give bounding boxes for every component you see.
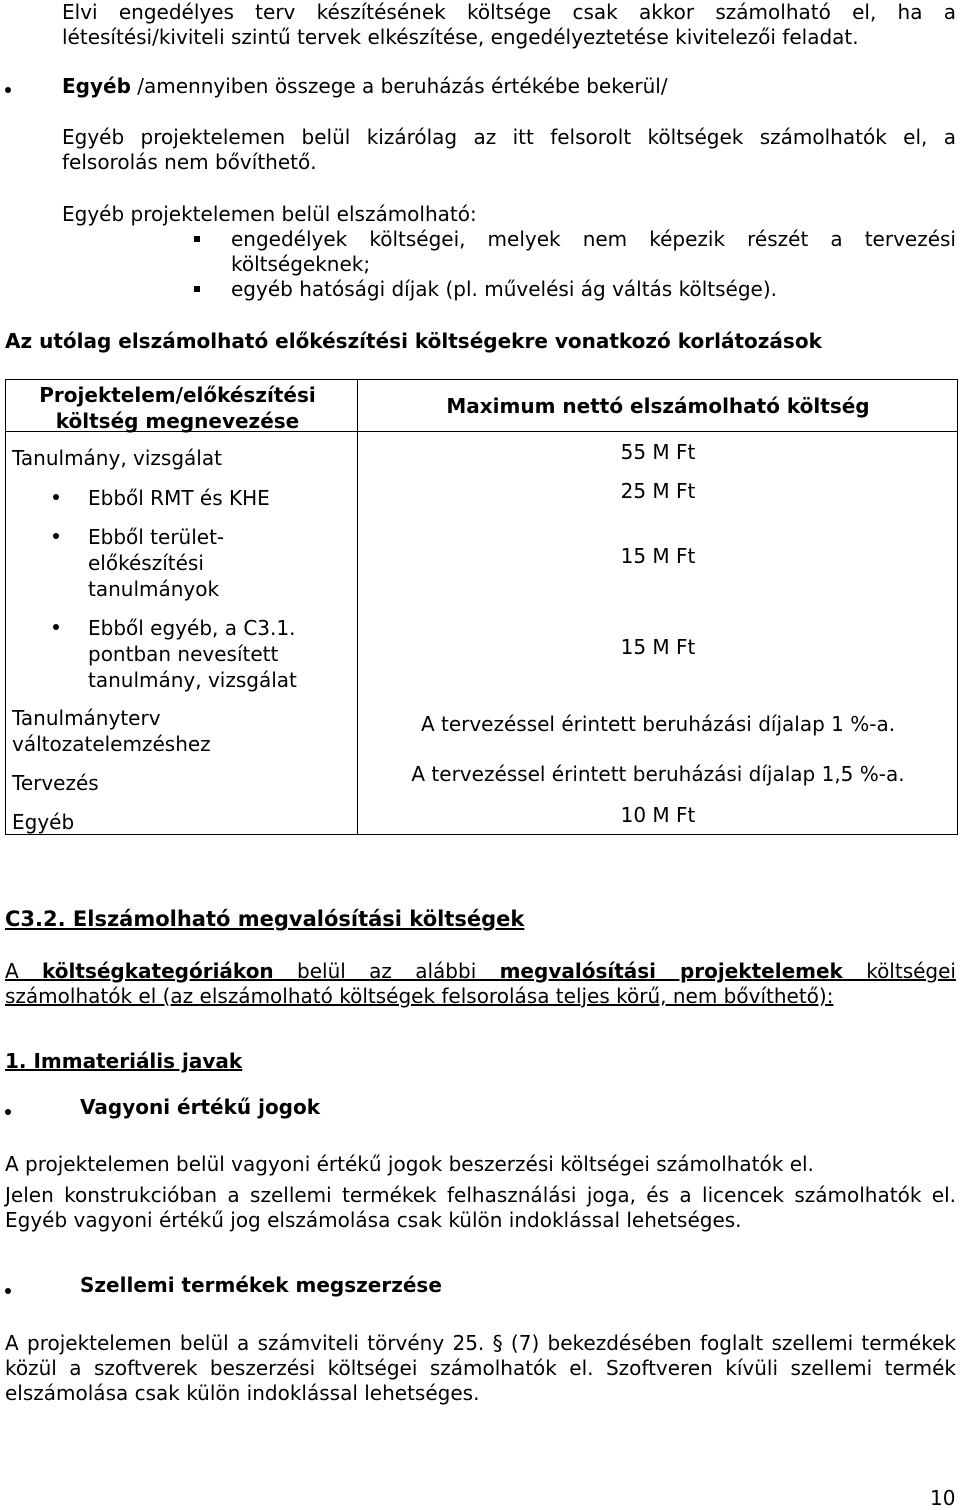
bullet-dot <box>5 87 11 93</box>
bullet-dot <box>53 494 59 500</box>
section-intro-a: A <box>5 959 43 983</box>
table-row-value: A tervezéssel érintett beruházási díjalap 1,5 %-a. <box>411 762 905 786</box>
cost-limits-table <box>5 379 958 835</box>
intro-paragraph: Elvi engedélyes terv készítésének költsége csak akkor számolható el, ha a létesítési/kiviteli szintű tervek elkészítése, engedélyeztetése kivitelezői feladat. <box>62 0 956 49</box>
egyeb-line <box>62 74 668 99</box>
bullet-heading: Vagyoni értékű jogok <box>80 1095 321 1119</box>
subsection-title: 1. Immateriális javak <box>5 1049 243 1073</box>
restrictions-heading: Az utólag elszámolható előkészítési költségekre vonatkozó korlátozások <box>5 329 822 353</box>
table-row-label: Ebből RMT és KHE <box>88 486 270 510</box>
table-row-label: Ebből egyéb, a C3.1. pontban nevesített tanulmány, vizsgálat <box>88 616 297 692</box>
sub-item: egyéb hatósági díjak (pl. művelési ág váltás költsége). <box>231 277 777 301</box>
section-title: C3.2. Elszámolható megvalósítási költségek <box>5 907 525 931</box>
section-paragraph: A projektelemen belül vagyoni értékű jogok beszerzési költségei számolhatók el. <box>5 1152 814 1176</box>
square-bullet <box>194 236 200 242</box>
section-intro <box>5 959 956 1009</box>
section-intro-b: költségkategóriákon <box>42 959 274 983</box>
table-row-label: Tanulmány, vizsgálat <box>12 446 222 470</box>
table-row-value: 10 M Ft <box>620 803 696 827</box>
table-row-value: 55 M Ft <box>620 440 696 464</box>
egyeb-bold: Egyéb <box>62 74 131 98</box>
section-intro-d: megvalósítási projektelemek <box>499 959 843 983</box>
bullet-heading: Szellemi termékek megszerzése <box>80 1273 442 1297</box>
table-row-label: Tanulmányterv változatelemzéshez <box>12 706 211 756</box>
section-paragraph: Jelen konstrukcióban a szellemi termékek felhasználási joga, és a licencek számolhatók el. Egyéb vagyoni értékű jog elszámolása csak külön indoklással lehetséges. <box>5 1183 956 1232</box>
bullet-dot <box>53 624 59 630</box>
table-row-label: Ebből terület-előkészítési tanulmányok <box>88 525 225 601</box>
egyeb-rest: /amennyiben összege a beruházás értékébe bekerül/ <box>130 74 668 98</box>
page-number: 10 <box>930 1486 956 1510</box>
egyeb-paragraph: Egyéb projektelemen belül kizárólag az itt felsorolt költségek számolhatók el, a felsorolás nem bővíthető. <box>62 125 956 174</box>
table-row-value: 25 M Ft <box>620 479 696 503</box>
table-header-right: Maximum nettó elszámolható költség <box>446 394 870 418</box>
table-row-value: A tervezéssel érintett beruházási díjalap 1 %-a. <box>420 712 896 736</box>
section-intro-c: belül az alábbi <box>273 959 500 983</box>
section-intro-e: költségei számolhatók el (az elszámolható költségek felsorolása teljes körű, nem bővíthető): <box>5 959 956 1008</box>
table-row-value: 15 M Ft <box>620 635 696 659</box>
square-bullet <box>194 286 200 292</box>
table-row-label: Egyéb <box>12 810 75 834</box>
bullet-dot <box>5 1109 11 1115</box>
egyeb-elszamolhato: Egyéb projektelemen belül elszámolható: <box>62 202 477 226</box>
section-paragraph: A projektelemen belül a számviteli törvény 25. § (7) bekezdésében foglalt szellemi termékek közül a szoftverek beszerzési költségei számolhatók el. Szoftveren kívüli szellemi termék elszámolása csak külön indoklással lehetséges. <box>5 1331 956 1405</box>
table-row-label: Tervezés <box>12 771 99 795</box>
table-row-value: 15 M Ft <box>620 544 696 568</box>
table-header-left: Projektelem/előkészítési költség megnevezése <box>39 383 316 433</box>
bullet-dot <box>53 533 59 539</box>
sub-item: engedélyek költségei, melyek nem képezik részét a tervezési költségeknek; <box>231 227 956 276</box>
bullet-dot <box>5 1288 11 1294</box>
